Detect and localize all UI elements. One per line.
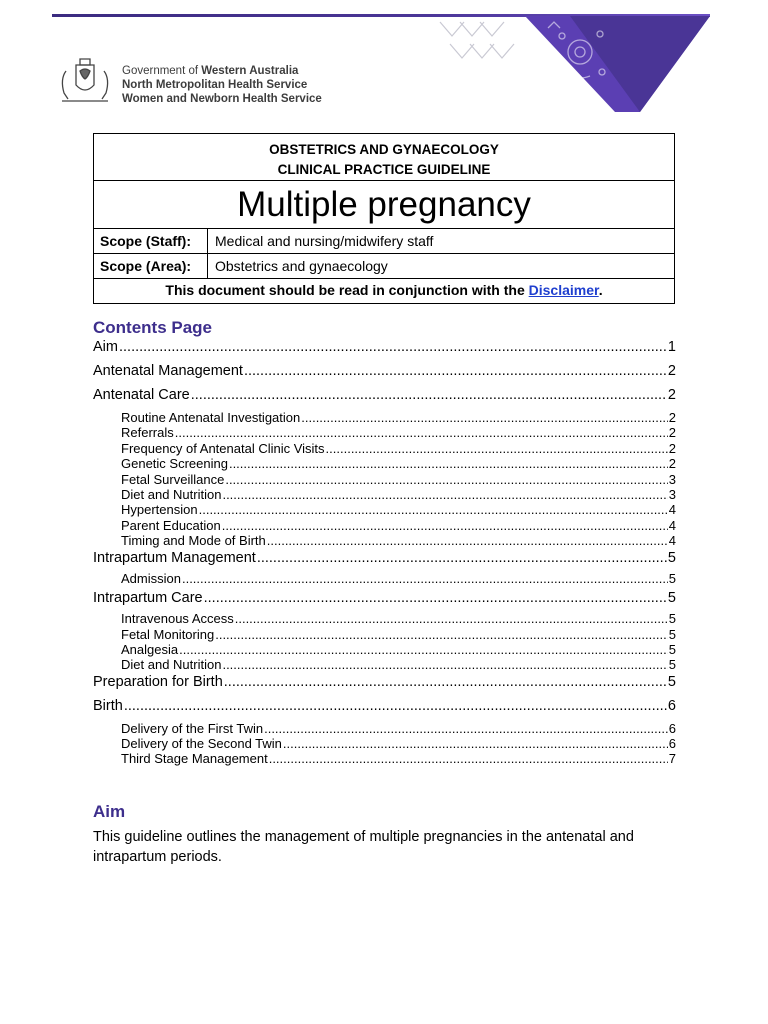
- toc-entry-title: Admission: [121, 570, 181, 586]
- toc-page-number: 5: [668, 641, 676, 657]
- toc-entry-title: Intrapartum Care: [93, 589, 203, 606]
- scope-area-label: Scope (Area):: [94, 254, 208, 278]
- toc-page-number: 6: [668, 720, 676, 736]
- disclaimer-note-text: This document should be read in conjunction with the: [165, 282, 529, 298]
- toc-page-number: 2: [668, 440, 676, 456]
- toc-leader: [224, 673, 667, 692]
- toc-leader: [229, 456, 668, 471]
- toc-entry-parent-education[interactable]: [93, 518, 676, 533]
- toc-leader: [244, 362, 667, 381]
- toc-entry-title: Fetal Monitoring: [121, 626, 215, 642]
- toc-page-number: 2: [667, 387, 676, 403]
- toc-leader: [222, 657, 667, 672]
- toc-leader: [199, 502, 668, 517]
- toc-page-number: 5: [668, 610, 676, 626]
- table-of-contents: [93, 338, 676, 767]
- aim-heading: Aim: [93, 802, 126, 821]
- toc-page-number: 5: [668, 657, 676, 673]
- toc-entry-title: Referrals: [121, 425, 174, 441]
- scope-staff-label: Scope (Staff):: [94, 229, 208, 253]
- toc-page-number: 4: [668, 502, 676, 518]
- toc-leader: [222, 518, 668, 533]
- toc-entry-title: Antenatal Care: [93, 387, 190, 403]
- disclaimer-link[interactable]: Disclaimer: [528, 282, 599, 298]
- toc-entry-title: Birth: [93, 697, 123, 714]
- toc-entry-hypertension[interactable]: [93, 502, 676, 517]
- toc-entry-antenatal-management[interactable]: [93, 362, 676, 386]
- toc-entry-admission[interactable]: [93, 571, 676, 589]
- toc-entry-intravenous-access[interactable]: [93, 611, 676, 627]
- toc-entry-intrapartum-care[interactable]: [93, 589, 676, 611]
- toc-leader: [269, 751, 668, 766]
- toc-entry-genetic-screening[interactable]: [93, 456, 676, 471]
- toc-entry-intrapartum-diet-and-nutrition[interactable]: [93, 657, 676, 672]
- toc-leader: [179, 642, 668, 657]
- toc-entry-birth[interactable]: [93, 697, 676, 721]
- toc-page-number: 3: [668, 486, 676, 502]
- org-line-newborn-service: Women and Newborn Health Service: [122, 93, 322, 105]
- org-line-government: Government of Western Australia: [122, 65, 299, 77]
- toc-entry-title: Antenatal Management: [93, 363, 243, 379]
- toc-entry-title: Intravenous Access: [121, 610, 234, 626]
- toc-entry-fetal-monitoring[interactable]: [93, 627, 676, 642]
- government-crest-logo: [54, 57, 116, 105]
- toc-entry-title: Fetal Surveillance: [121, 471, 225, 487]
- toc-page-number: 3: [668, 471, 676, 487]
- scope-staff-value: Medical and nursing/midwifery staff: [215, 233, 434, 249]
- toc-entry-delivery-first-twin[interactable]: [93, 721, 676, 736]
- toc-leader: [175, 425, 668, 440]
- toc-page-number: 6: [667, 697, 676, 714]
- toc-entry-title: Third Stage Management: [121, 751, 268, 767]
- toc-entry-preparation-for-birth[interactable]: [93, 673, 676, 697]
- toc-entry-title: Routine Antenatal Investigation: [121, 410, 301, 425]
- toc-entry-title: Intrapartum Management: [93, 549, 256, 566]
- toc-entry-title: Frequency of Antenatal Clinic Visits: [121, 440, 325, 456]
- disclaimer-note-end: .: [598, 282, 603, 298]
- toc-entry-title: Hypertension: [121, 502, 198, 518]
- toc-leader: [119, 338, 667, 357]
- toc-entry-title: Parent Education: [121, 517, 221, 533]
- aim-paragraph: This guideline outlines the management of multiple pregnancies in the antenatal and intrapartum periods.: [93, 829, 634, 865]
- toc-entry-frequency-of-visits[interactable]: [93, 441, 676, 456]
- toc-entry-title: Preparation for Birth: [93, 673, 223, 690]
- toc-leader: [301, 410, 668, 425]
- toc-entry-intrapartum-management[interactable]: [93, 549, 676, 571]
- toc-leader: [235, 611, 668, 626]
- toc-entry-title: Timing and Mode of Birth: [121, 533, 266, 549]
- scope-staff-row: [94, 229, 674, 254]
- toc-page-number: 2: [668, 410, 676, 425]
- toc-entry-title: Aim: [93, 339, 118, 355]
- toc-page-number: 4: [668, 533, 676, 549]
- contents-heading: Contents Page: [93, 318, 213, 337]
- toc-leader: [182, 571, 668, 586]
- scope-area-row: [94, 254, 674, 279]
- toc-entry-antenatal-care[interactable]: [93, 386, 676, 410]
- toc-page-number: 2: [668, 425, 676, 441]
- toc-leader: [215, 627, 668, 642]
- document-title: Multiple pregnancy: [94, 181, 674, 229]
- category-line-1: OBSTETRICS AND GYNAECOLOGY: [269, 142, 499, 157]
- toc-entry-third-stage-management[interactable]: [93, 751, 676, 766]
- toc-page-number: 2: [668, 456, 676, 472]
- toc-entry-title: Analgesia: [121, 641, 179, 657]
- toc-page-number: 1: [667, 339, 676, 355]
- brand-banner-graphic: [430, 14, 720, 114]
- guideline-category: [94, 134, 674, 181]
- toc-entry-title: Diet and Nutrition: [121, 486, 222, 502]
- toc-leader: [264, 721, 668, 736]
- toc-entry-routine-antenatal-investigation[interactable]: [93, 410, 676, 425]
- toc-entry-title: Genetic Screening: [121, 456, 228, 472]
- toc-leader: [283, 736, 668, 751]
- toc-leader: [257, 549, 667, 568]
- toc-page-number: 5: [667, 673, 676, 690]
- toc-page-number: 5: [667, 589, 676, 606]
- toc-entry-timing-and-mode-of-birth[interactable]: [93, 533, 676, 548]
- toc-entry-referrals[interactable]: [93, 425, 676, 440]
- guideline-title-box: [93, 133, 675, 304]
- toc-page-number: 5: [667, 549, 676, 566]
- toc-leader: [326, 441, 668, 456]
- toc-leader: [204, 589, 667, 608]
- toc-entry-diet-and-nutrition[interactable]: [93, 487, 676, 502]
- category-line-2: CLINICAL PRACTICE GUIDELINE: [277, 162, 491, 177]
- toc-entry-title: Delivery of the Second Twin: [121, 736, 282, 752]
- toc-entry-aim[interactable]: [93, 338, 676, 362]
- toc-page-number: 4: [668, 517, 676, 533]
- toc-page-number: 6: [668, 736, 676, 752]
- disclaimer-note: [94, 279, 674, 303]
- toc-entry-title: Diet and Nutrition: [121, 657, 222, 673]
- toc-entry-title: Delivery of the First Twin: [121, 720, 264, 736]
- scope-area-value: Obstetrics and gynaecology: [215, 258, 388, 274]
- toc-leader: [267, 533, 668, 548]
- organisation-name: [122, 64, 322, 106]
- toc-leader: [191, 386, 667, 405]
- toc-leader: [222, 487, 667, 502]
- toc-page-number: 5: [668, 626, 676, 642]
- org-line-health-service: North Metropolitan Health Service: [122, 79, 308, 91]
- toc-entry-fetal-surveillance[interactable]: [93, 472, 676, 487]
- toc-entry-delivery-second-twin[interactable]: [93, 736, 676, 751]
- toc-leader: [124, 697, 667, 716]
- toc-page-number: 2: [667, 363, 676, 379]
- toc-page-number: 5: [668, 570, 676, 586]
- toc-entry-analgesia[interactable]: [93, 642, 676, 657]
- toc-page-number: 7: [668, 751, 676, 767]
- toc-leader: [225, 472, 667, 487]
